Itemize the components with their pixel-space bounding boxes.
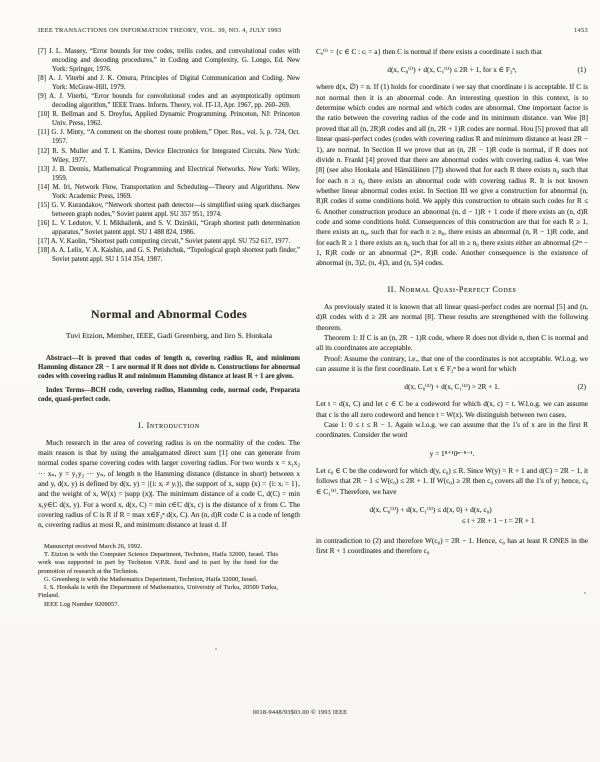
article-title: Normal and Abnormal Codes	[90, 307, 247, 322]
reference-item: [14] M. Iri, Network Flow, Transportation and Scheduling—Theory and Algorithms. New York: Academic Press, 1969.	[38, 183, 300, 200]
page-header	[38, 27, 588, 34]
paragraph-after-eqy: Let c₀ ∈ C be the codeword for which d(y, c₀) ≤ R. Since W(y) = R + 1 and d(C) = 2R − 1, it follows that 2R − 1 ≤ W(c₀) ≤ 2R + 1. If W(c₀) ≥ 2R then c₀ covers all the 1's of y; hence, c₀ ∈ C₁⁽¹⁾. Therefore, we have	[316, 465, 588, 496]
index-terms: Index Terms—BCH code, covering radius, Hamming code, normal code, Preparata code, quasi-perfect code.	[38, 387, 300, 403]
reference-item: [16] L. V. Ledutov, V. I. Mikhailenk, and S. V. Dzirskii, “Graph shortest path determination apparatus,” Soviet patent appl. SU 1 488 824, 1986.	[38, 219, 300, 236]
reference-item: [15] G. V. Kurandakov, “Network shortest path detector—is simplified using spark discharges between graph nodes,” Soviet patent appl. SU 357 951, 1974.	[38, 201, 300, 218]
journal-header-line: IEEE TRANSACTIONS ON INFORMATION THEORY, VOL. 39, NO. 4, JULY 1993	[38, 27, 282, 34]
paragraph-after-eq2: Let t = d(x, C) and let c ∈ C be a codeword for which d(x, c) = t. W.l.o.g. we can assume that c is the all zero codeword and hence t = W(x). We distinguish between two cases.	[316, 399, 588, 419]
section2-paragraph: As previously stated it is known that all linear quasi-perfect codes are normal [5] and (n, d)R codes with d ≥ 2R are normal [8]. These results are strengthened with the following theorem.	[316, 301, 588, 332]
footnote-etzion: T. Etzion is with the Computer Science Department, Technion, Haifa 32000, Israel. This work was supported in part by Technion V.P.R. fund and in part by the fund for the promotion of research at the Technion.	[38, 551, 278, 575]
left-column	[38, 47, 300, 609]
equation-1-number: (1)	[577, 65, 586, 75]
footnote-log-number: IEEE Log Number 9209057.	[44, 600, 120, 608]
right-column	[316, 47, 588, 609]
page-footer	[0, 709, 600, 716]
case1-paragraph: Case 1: 0 ≤ t ≤ R − 1. Again w.l.o.g. we can assume that the 1's of x are in the first R coordinates. Consider the word	[316, 420, 588, 440]
reference-item: [9] A. J. Viterbi, “Error bounds for convolutional codes and an asymptotically optimum decoding algorithm,” IEEE Trans. Inform. Theory, vol. IT-13, Apr. 1967, pp. 260–269.	[38, 93, 300, 110]
footnote-honkala: I. S. Honkala is with the Department of Mathematics, University of Turku, 20500 Turku, Finland.	[38, 584, 278, 600]
equation-chain-line2: ≤ t + 2R + 1 − t = 2R + 1	[461, 515, 535, 525]
paragraph-after-eq1: where d(x, ∅) = n. If (1) holds for coordinate i we say that coordinate i is acceptable. If C is not normal then it is an abnormal code. An interesting question in this context, is to determine which codes are normal and which codes are abnormal. One important factor is the ratio between the covering radius of the code and its minimum distance. van Wee [8] proved that all (n, 2R)R codes and all (n, 2R + 1)R codes are normal. Hou [5] proved that all linear quasi-perfect codes (codes with covering radius R and minimum distance at least 2R − 1), are normal. In Section II we prove that an (n, 2R − 1)R code is normal, if R does not divide n. Frankl [4] proved that there are abnormal codes with covering radius 4. van Wee [8] (see also Honkala and Hämäläinen [7]) showed that for each R there exists n₀ such that for each n ≥ n₀ there exists an abnormal code with covering radius R. It is not known whether linear abnormal codes exist. In Section III we give a construction for abnormal (n, R)R codes if some conditions hold. We apply this construction to obtain such codes for R ≤ 6. Another construction produce an abnormal (n, d − 1)R + 1 code if there exists an (n, d)R code and some conditions hold. Consequences of this construction are that for each R ≥ 1, there exists an n₀, such that for each n ≥ n₀, there exists an abnormal (n, R − 1)R code, and for each R ≥ 1 there exists an n₀ such that for all m ≥ n₀ there exists either an abnormal (2ᵐ − 1, R)R code or an abnormal (2ᵐ, R)R code. Another consequence is the existence of abnormal (n, 3)2, (n, 4)3, and (n, 5)4 codes.	[316, 82, 588, 268]
reference-item: [10] R. Bellman and S. Dreyfus, Applied Dynamic Programming. Princeton, NJ: Princeton Univ. Press, 1962.	[38, 111, 300, 128]
page-number: 1453	[574, 27, 588, 34]
equation-y	[316, 449, 588, 458]
reference-item: [13] J. B. Dennis, Mathematical Programming and Electrical Networks. New York: Wiley, 1959.	[38, 165, 300, 182]
abstract-paragraph: Abstract—It is proved that codes of length n, covering radius R, and minimum Hamming distance 2R − 1 are normal if R does not divide n. Constructions for abnormal codes with covering radius R and minimum Hamming distance at least R + 1 are given.	[38, 355, 300, 380]
footnote-block	[38, 543, 278, 609]
final-paragraph: in contradiction to (2) and therefore W(c₀) = 2R − 1. Hence, c₀ has at least R ONES in the first R + 1 coordinates and therefore c₀	[316, 535, 588, 556]
footnote-manuscript: Manuscript received March 26, 1992.	[44, 542, 142, 550]
scan-speck	[215, 648, 217, 650]
theorem-1: Theorem 1: If C is an (n, 2R − 1)R code, where R does not divide n, then C is normal and all its coordinates are acceptable.	[316, 332, 588, 353]
footnote-greenberg: G. Greenberg is with the Mathematics Department, Technion, Haifa 32000, Israel.	[44, 575, 258, 583]
two-column-body	[38, 47, 588, 609]
equation-2-body: d(x, C₀⁽¹⁾) + d(x, C₁⁽¹⁾) > 2R + 1.	[404, 382, 500, 392]
section-heading-quasi-perfect: II. Normal Quasi-Perfect Codes	[387, 284, 517, 294]
introduction-paragraph: Much research in the area of covering radius is on the normality of the codes. The main reason is that by using the amalgamated direct sum [1] one can generate from normal codes sparse covering codes with larger covering radius. For two words x = x₁x₂ ··· xₙ, y = y₁y₂ ··· yₙ, of length n the Hamming distance (distance in short) between x and y, d(x, y) is defined by d(x, y) = |{i: xᵢ ≠ yᵢ}|, the support of x, supp (x) = {i: xᵢ = 1}, and the weight of x, W(x) = |supp (x)|. The minimum distance of a code C, d(C) = min x,y∈C d(x, y). For a word x, d(x, C) = min c∈C d(x, c) is the distance of x from C. The covering radius of C is R if R = max x∈F₂ⁿ d(x, C). An (n, d)R code C is a code of length n, covering radius at most R, and minimum distance at least d. If	[38, 437, 300, 530]
copyright-line: 0018-9448/93$03.00 © 1993 IEEE	[252, 709, 348, 716]
section-heading-introduction: I. Introduction	[138, 420, 200, 430]
equation-y-body: y = 1ᴿ⁺¹0ⁿ⁻ᴿ⁻¹.	[429, 448, 475, 458]
proof-paragraph: Proof: Assume the contrary, i.e., that one of the coordinates is not acceptable. W.l.o.g. we can assume it is the first coordinate. Let x ∈ F₂ⁿ be a word for which	[316, 353, 588, 373]
reference-item: [11] G. J. Minty, “A comment on the shortest route problem,” Oper. Res., vol. 5, p. 724, Oct. 1957.	[38, 129, 300, 146]
reference-item: [8] A. J. Viterbi and J. K. Omura, Principles of Digital Communication and Coding. New York: McGraw-Hill, 1979.	[38, 75, 300, 92]
equation-chain-line1: d(x, C₀⁽¹⁾) + d(x, C₁⁽¹⁾) ≤ d(x, 0) + d(x, c₀)	[369, 504, 492, 514]
reference-item: [18] A. A. Lelix, V. A. Kaishin, and G. S. Petishchuk, “Topological graph shortest path finder,” Soviet patent appl. SU 1 514 354, 1987.	[38, 247, 300, 264]
equation-2-number: (2)	[577, 382, 586, 392]
article-authors: Tuvi Etzion, Member, IEEE, Gadi Greenberg, and Iiro S. Honkala	[65, 331, 273, 341]
equation-1-body: d(x, C₀⁽ⁱ⁾) + d(x, C₁⁽ⁱ⁾) ≤ 2R + 1, for x ∈ F₂ⁿ,	[387, 65, 517, 75]
reference-list	[38, 47, 300, 264]
equation-1	[316, 65, 588, 74]
reference-item: [12] R. S. Muller and T. I. Kamins, Device Electronics for Integrated Circuits. New York: Wiley, 1977.	[38, 147, 300, 164]
equation-chain-stack	[369, 505, 534, 527]
scan-speck	[584, 592, 586, 594]
equation-chain	[316, 505, 588, 528]
continuation-paragraph: Cₐ⁽ⁱ⁾ = {c ∈ C : cᵢ = a} then C is normal if there exists a coordinate i such that	[316, 47, 542, 56]
equation-2	[316, 382, 588, 391]
reference-item: [17] A. V. Kaolin, “Shortest path computing circuit,” Soviet patent appl. SU 752 617, 1977.	[38, 237, 291, 245]
reference-item: [7] J. L. Massey, “Error bounds for tree codes, trellis codes, and convolutional codes with encoding and decoding procedures,” in Coding and Complexity, G. Longo, Ed. New York: Springer, 1976.	[38, 48, 300, 74]
